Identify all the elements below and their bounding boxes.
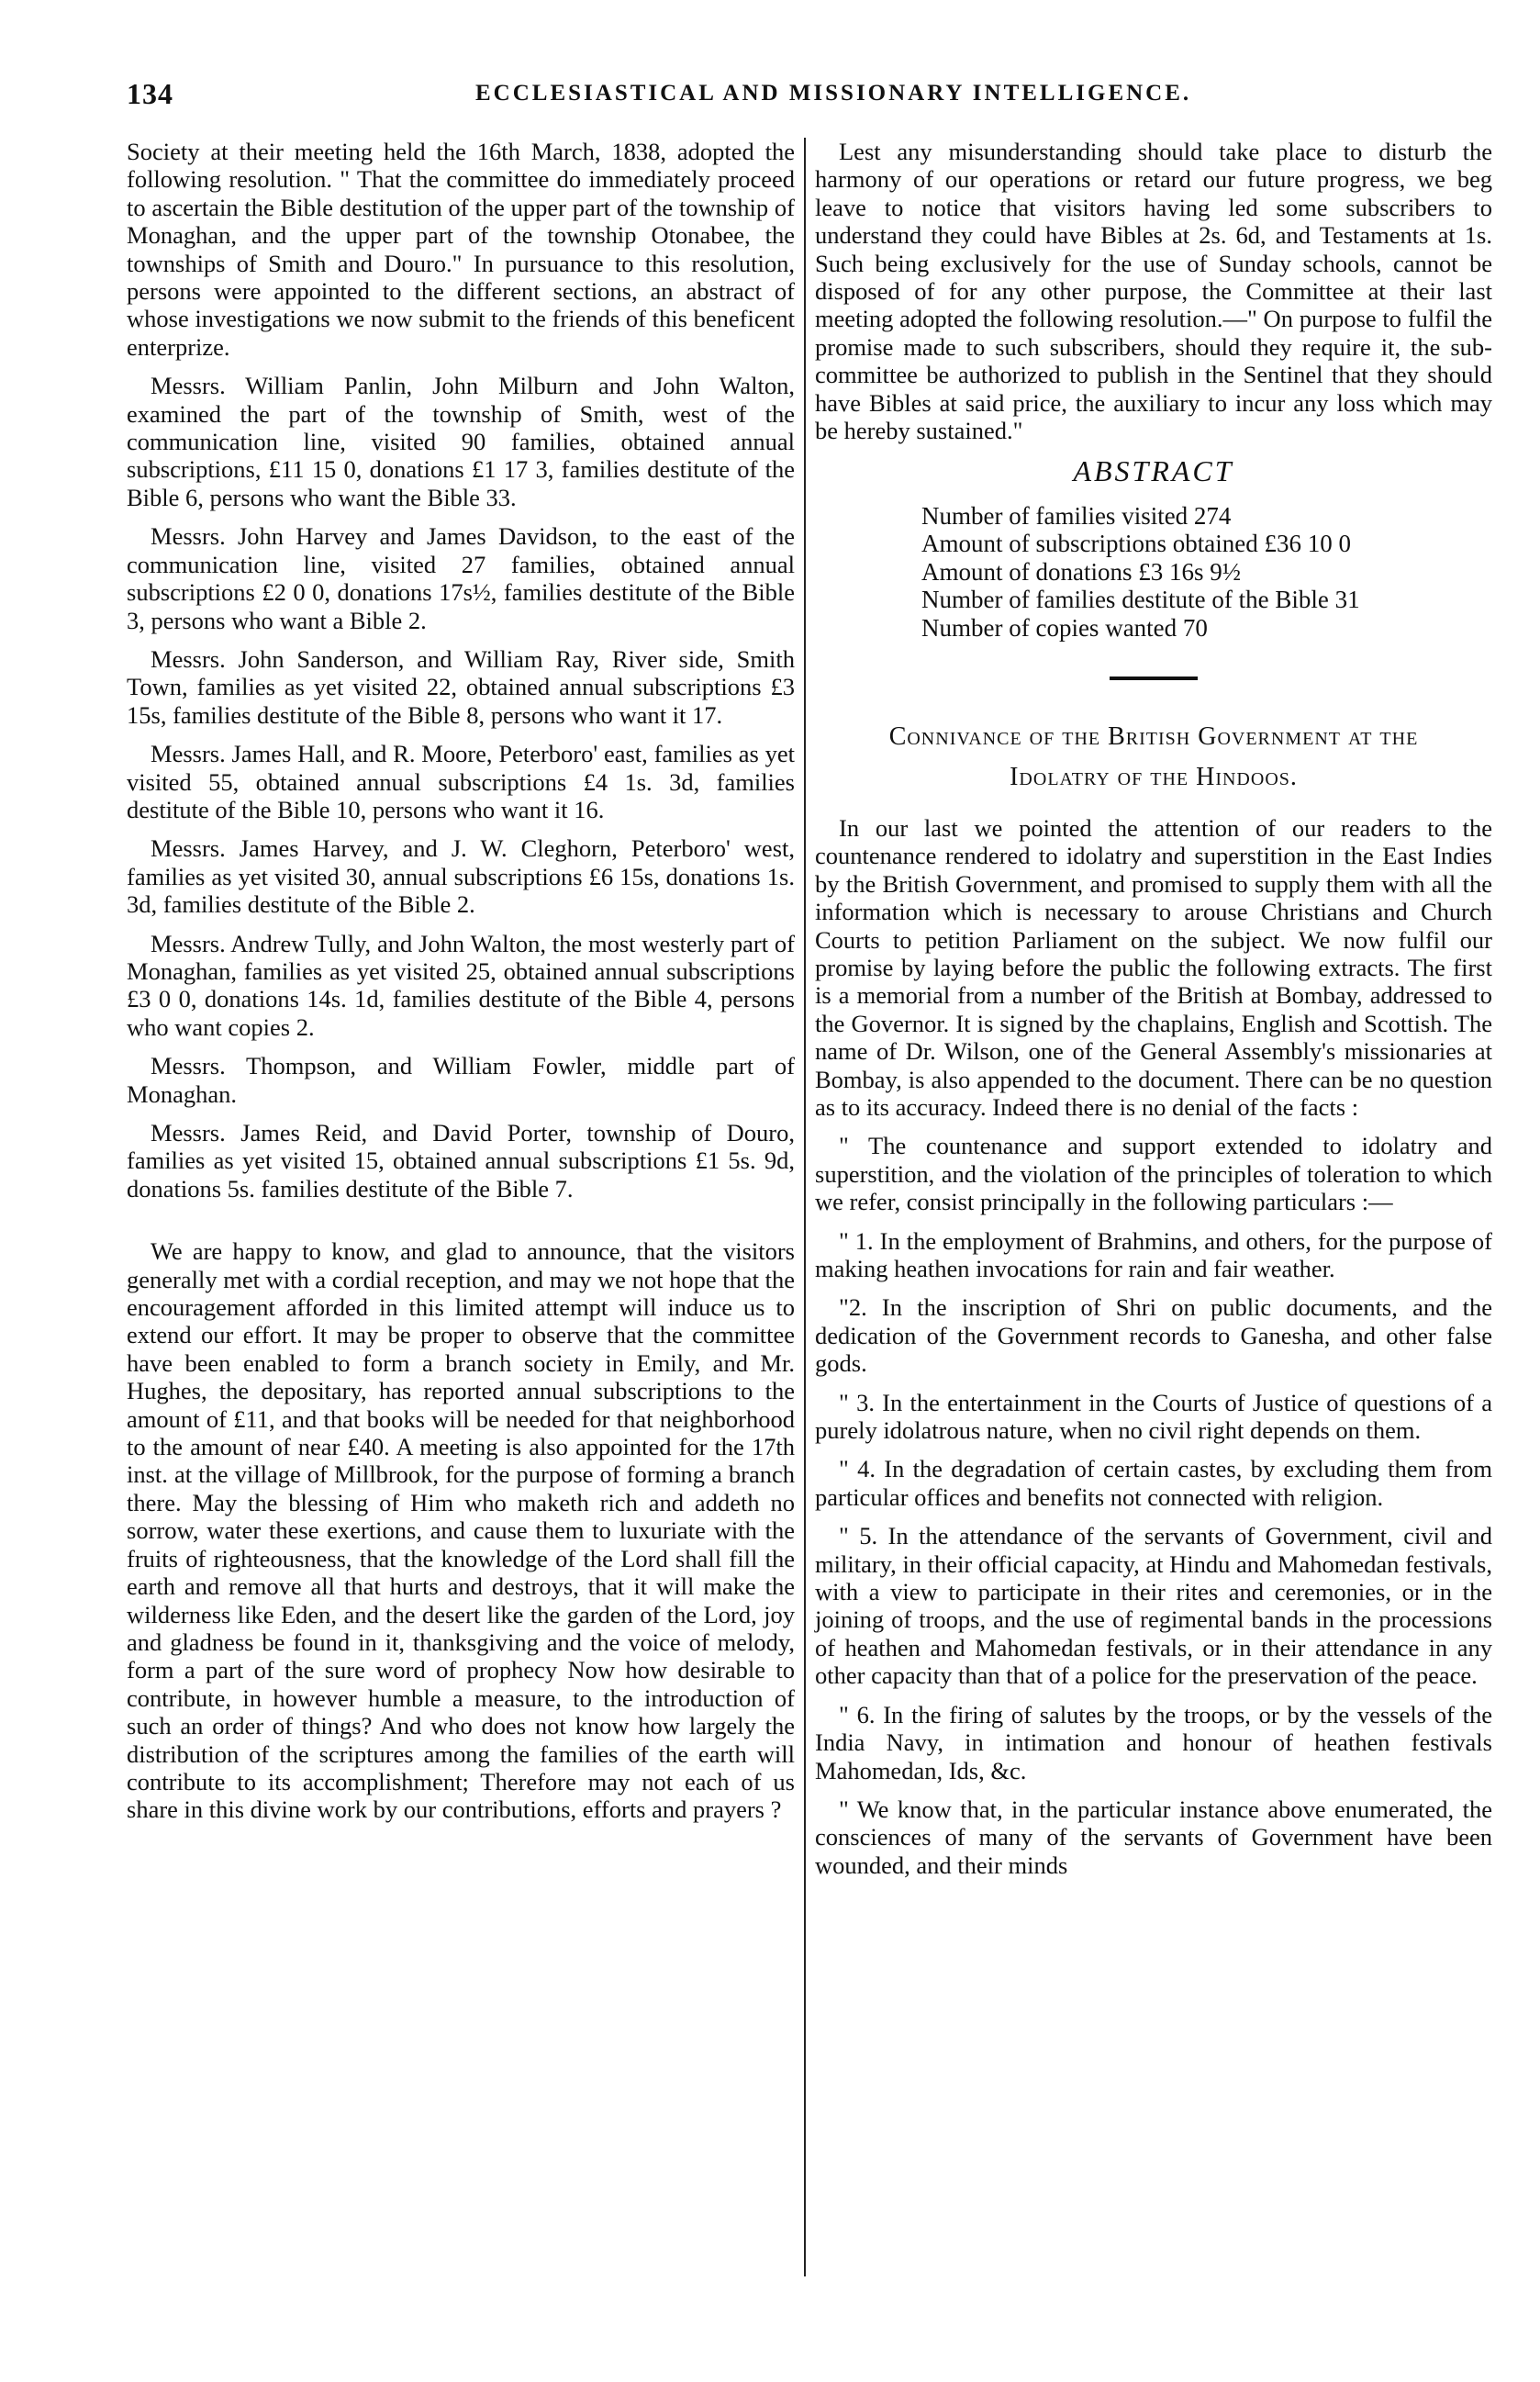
abstract-line: Number of families destitute of the Bible 31 — [921, 586, 1360, 614]
paragraph: " 4. In the degradation of certain castes, by excluding them from particular offices and benefits not connected with religion. — [815, 1455, 1492, 1511]
page-number: 134 — [127, 77, 173, 110]
paragraph: In our last we pointed the attention of our readers to the countenance rendered to idolatry and superstition in the East Indies by the British Government, and promised to supply them with all the information which is necessary to arouse Christians and Church Courts to petition Parliament on the subject. We now fulfil our promise by laying before the public the following extracts. The first is a memorial from a number of the British at Bombay, addressed to the Governor. It is signed by the chaplains, English and Scottish. The name of Dr. Wilson, one of the General Assembly's missionaries at Bombay, is also appended to the document. There can be no question as to its accuracy. Indeed there is no denial of the facts : — [815, 813, 1492, 1121]
paragraph: Messrs. John Sanderson, and William Ray, River side, Smith Town, families as yet visited 22, obtained annual subscriptions £3 15s, families destitute of the Bible 8, persons who want it 17. — [127, 644, 795, 729]
paragraph: " The countenance and support extended to idolatry and superstition, and the violation of the principles of toleration to which we refer, consist principally in the following particulars :— — [815, 1132, 1492, 1216]
left-column — [127, 138, 795, 1835]
paragraph: Society at their meeting held the 16th March, 1838, adopted the following resolution. " That the committee do immediately proceed to ascertain the Bible destitution of the upper part of the township of Monaghan, and the upper part of the township Otonabee, the townships of Smith and Douro." In pursuance to this resolution, persons were appointed to the different sections, an abstract of whose investigations we now submit to the friends of this beneficent enterprize. — [127, 138, 795, 361]
section-heading-line: Connivance of the British Government at the — [888, 721, 1419, 751]
paragraph: Messrs. Thompson, and William Fowler, middle part of Monaghan. — [127, 1052, 795, 1108]
paragraph: " 6. In the firing of salutes by the troops, or by the vessels of the India Navy, in intimation and honour of heathen festivals Mahomedan, Ids, &c. — [815, 1700, 1492, 1784]
running-title: ECCLESIASTICAL AND MISSIONARY INTELLIGENCE. — [475, 81, 1192, 106]
abstract-line: Amount of subscriptions obtained £36 10 0 — [921, 530, 1351, 558]
paragraph: Messrs. John Harvey and James Davidson, to the east of the communication line, visited 27 families, obtained annual subscriptions £2 0 0, donations 17s½, families destitute of the Bible 3, persons who want a Bible 2. — [127, 522, 795, 634]
paragraph: Messrs. William Panlin, John Milburn and John Walton, examined the part of the township of Smith, west of the communication line, visited 90 families, obtained annual subscriptions, £11 15 0, donations £1 17 3, families destitute of the Bible 6, persons who want the Bible 33. — [127, 372, 795, 511]
paragraph: Messrs. Andrew Tully, and John Walton, the most westerly part of Monaghan, families as yet visited 25, obtained annual subscriptions £3 0 0, donations 14s. 1d, families destitute of the Bible 4, persons who want copies 2. — [127, 929, 795, 1041]
abstract-title: ABSTRACT — [1073, 454, 1234, 488]
paragraph-gap — [127, 1213, 795, 1237]
abstract-line: Amount of donations £3 16s 9½ — [921, 557, 1241, 586]
paragraph: Messrs. James Hall, and R. Moore, Peterboro' east, families as yet visited 55, obtained annual subscriptions £4 1s. 3d, families destitute of the Bible 10, persons who want it 16. — [127, 740, 795, 823]
paragraph: Messrs. James Harvey, and J. W. Cleghorn, Peterboro' west, families as yet visited 30, annual subscriptions £6 15s, donations 1s. 3d, families destitute of the Bible 2. — [127, 834, 795, 919]
section-heading — [815, 717, 1492, 798]
paragraph: We are happy to know, and glad to announce, that the visitors generally met with a cordial reception, and may we not hope that the encouragement afforded in this limited attempt will induce us to extend our effort. It may be proper to observe that the committee have been enabled to form a branch society in Emily, and Mr. Hughes, the depositary, has reported annual subscriptions to the amount of £11, and that books will be needed for that neighborhood to the amount of near £40. A meeting is also appointed for the 17th inst. at the village of Millbrook, for the purpose of forming a branch there. May the blessing of Him who maketh rich and addeth no sorrow, water these exertions, and cause them to luxuriate with the fruits of righteousness, that the knowledge of the Lord shall fill the earth and remove all that hurts and destroys, that it will make the wilderness like Eden, and the desert like the garden of the Lord, joy and gladness be found in it, thanksgiving and the voice of melody, form a part of the sure word of prophecy Now how desirable to contribute, in however humble a measure, to the introduction of such an order of things? And who does not know how largely the distribution of the scriptures among the families of the earth will contribute to its accomplishment; Therefore may not each of us share in this divine work by our contributions, efforts and prayers ? — [127, 1237, 795, 1824]
paragraph: " 1. In the employment of Brahmins, and others, for the purpose of making heathen invocations for rain and fair weather. — [815, 1226, 1492, 1282]
section-heading-line: Idolatry of the Hindoos. — [1010, 762, 1298, 791]
paragraph: " 3. In the entertainment in the Courts of Justice of questions of a purely idolatrous nature, when no civil right depends on them. — [815, 1388, 1492, 1445]
section-rule — [1110, 677, 1198, 680]
right-column — [815, 138, 1492, 1890]
paragraph: Lest any misunderstanding should take place to disturb the harmony of our operations or retard our future progress, we beg leave to notice that visitors having led some subscribers to understand they could have Bibles at 2s. 6d, and Testaments at 1s. Such being exclusively for the use of Sunday schools, cannot be disposed of for any other purpose, the Committee at their last meeting adopted the following resolution.—" On purpose to fulfil the promise made to such subscribers, should they require it, the sub-committee be authorized to publish in the Sentinel that they should have Bibles at said price, the auxiliary to incur any loss which may be hereby sustained." — [815, 138, 1492, 445]
paragraph: "2. In the inscription of Shri on public documents, and the dedication of the Government records to Ganesha, and other false gods. — [815, 1293, 1492, 1378]
paragraph: " 5. In the attendance of the servants of Government, civil and military, in their official capacity, at Hindu and Mahomedan festivals, with a view to participate in their rites and ceremonies, or in the joining of troops, and the use of regimental bands in the processions of heathen and Mahomedan festivals, or in their attendance in any other capacity than that of a police for the preservation of the peace. — [815, 1522, 1492, 1690]
paragraph: Messrs. James Reid, and David Porter, township of Douro, families as yet visited 15, obtained annual subscriptions £1 5s. 9d, donations 5s. families destitute of the Bible 7. — [127, 1119, 795, 1202]
paragraph: " We know that, in the particular instance above enumerated, the consciences of many of the servants of Government have been wounded, and their minds — [815, 1795, 1492, 1879]
abstract-line: Number of copies wanted 70 — [921, 613, 1208, 642]
abstract-line: Number of families visited 274 — [921, 501, 1232, 530]
abstract-list — [921, 502, 1492, 642]
column-divider — [804, 138, 806, 2276]
page-header — [127, 77, 1503, 114]
